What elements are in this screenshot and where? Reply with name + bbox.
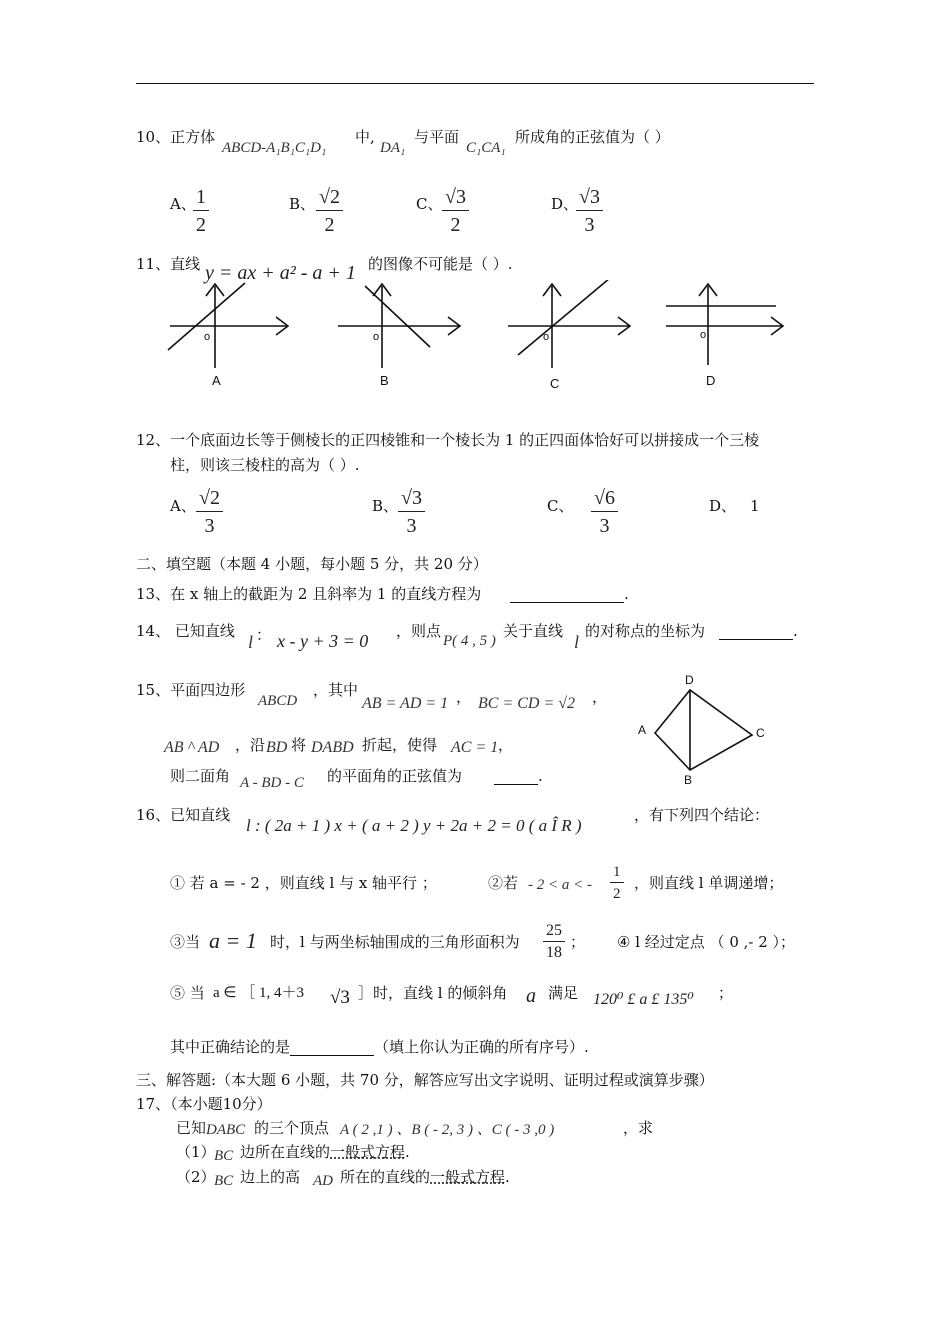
q10-opt-c-label: C、: [416, 195, 443, 213]
q16-s5g: 120⁰ £ a £ 135⁰: [593, 991, 694, 1008]
graph-label-a: A: [212, 373, 221, 388]
q15-fig-a: A: [638, 723, 647, 737]
q12-line1: 12、一个底面边长等于侧棱长的正四棱锥和一个棱长为 1 的正四面体恰好可以拼接成一个三棱: [136, 431, 760, 449]
q17-p2-bc: BC: [214, 1173, 234, 1189]
q14-d: 的对称点的坐标为: [585, 622, 706, 640]
q15-ac: AC = 1: [451, 739, 499, 756]
q14-p: P( 4 , 5 ): [443, 633, 496, 649]
q12-opt-d: D、 1: [709, 497, 760, 515]
q15-perp: AB ^ AD: [164, 739, 220, 756]
origin-c: o: [543, 331, 550, 343]
header-rule: [136, 83, 814, 84]
q17-p1-rest: 边所在直线的一般式方程.: [240, 1143, 410, 1161]
q16-s1: ① 若 a = - 2 ，则直线 l 与 x 轴平行 ；: [170, 874, 437, 892]
q16-s5d: ］时，直线 l 的倾斜角: [358, 984, 508, 1002]
q15-eq2: BC = CD = √2: [478, 695, 576, 712]
q12-opt-b-frac: $\frac{√3}{3}$: [398, 485, 425, 540]
q16-s2b: - 2 < a < -: [528, 877, 592, 893]
q13-text: 13、在 x 轴上的截距为 2 且斜率为 1 的直线方程为: [136, 585, 482, 603]
q11-stem: 11、直线: [136, 255, 201, 273]
q17-b3: ，求: [623, 1119, 654, 1137]
q17-b1: 已知: [176, 1119, 207, 1137]
q13-answer: .: [510, 587, 629, 603]
q10-stem-c: 与平面: [414, 128, 460, 146]
q16-s5e: a: [526, 985, 536, 1007]
graph-a: [168, 283, 288, 368]
q15-abd: DABD: [311, 739, 354, 756]
q15-line3-b: 的平面角的正弦值为: [327, 767, 463, 785]
q15-line2-c: 将: [291, 736, 307, 754]
q15-eq1: AB = AD = 1: [362, 695, 449, 712]
q12-opt-c-label: C、: [547, 497, 574, 515]
q10-opt-d-frac: $\frac{√3}{3}$: [576, 184, 603, 239]
q17-p2-mid: 边上的高: [240, 1168, 301, 1186]
q15-fig-c: C: [756, 726, 765, 740]
q16-s4: ④ l 经过定点 （ 0 ,- 2 ）；: [617, 933, 796, 951]
q16-s3a: ③当: [170, 933, 201, 951]
graph-d: [666, 284, 783, 365]
q15-answer: .: [494, 769, 543, 785]
q10-stem: 10、正方体: [136, 128, 216, 146]
section2-title: 二、填空题（本题 4 小题，每小题 5 分，共 20 分）: [136, 555, 488, 573]
q15-figure: [630, 670, 770, 790]
q15-angle: A - BD - C: [240, 775, 304, 791]
q15-line3-a: 则二面角: [170, 767, 231, 785]
q10-stem-d: 所成角的正弦值为（ ）: [515, 128, 670, 146]
origin-a: o: [204, 331, 211, 343]
q16-s3eq: a = 1: [209, 928, 257, 953]
q15-abcd: ABCD: [258, 693, 298, 709]
graph-b: [338, 284, 460, 368]
q12-line2: 柱，则该三棱柱的高为（ ）.: [170, 456, 360, 474]
q15-fig-b: B: [684, 773, 693, 787]
q15-comma2: ，: [592, 688, 608, 706]
q14-a: 14、 已知直线: [136, 622, 235, 640]
q16-s5h: ；: [718, 984, 734, 1002]
q17-p1-bc: BC: [214, 1148, 234, 1164]
q14-colon: ：: [256, 626, 272, 644]
graph-label-c: C: [550, 376, 560, 391]
q14-eq: x - y + 3 = 0: [277, 631, 369, 651]
q12-opt-a-label: A、: [170, 497, 196, 515]
q12-opt-a-frac: $\frac{√2}{3}$: [196, 485, 223, 540]
q17-a: 17、（本小题10分）: [136, 1095, 272, 1113]
section3-title: 三、解答题:（本大题 6 小题，共 70 分，解答应写出文字说明、证明过程或演算步骤）: [136, 1071, 714, 1089]
q15-comma1: ，: [456, 688, 472, 706]
q14-c: 关于直线: [503, 622, 564, 640]
q14-b: ，则点: [396, 622, 442, 640]
origin-d: o: [700, 329, 707, 341]
q11-stem-b: 的图像不可能是（ ）.: [368, 255, 513, 273]
q15-line2-e: ，: [498, 736, 514, 754]
q14-answer: .: [719, 624, 798, 640]
q11-graphs: [160, 280, 800, 395]
q16-s2c: ，则直线 l 单调递增；: [634, 874, 784, 892]
q16-s5c: √3: [330, 987, 350, 1008]
q10-stem-b: 中,: [355, 128, 375, 146]
q16-s3c: ；: [570, 933, 586, 951]
graph-c: [508, 280, 630, 368]
q17-p2: （2）: [176, 1168, 216, 1186]
q10-opt-d-label: D、: [551, 195, 579, 213]
q17-p1: （1）: [176, 1143, 216, 1161]
q14-l: l: [248, 632, 254, 652]
q11-formula: y = ax + a² - a + 1: [205, 262, 356, 284]
q10-opt-a-label: A、: [170, 195, 196, 213]
q16-s2a: ②若: [488, 874, 519, 892]
q12-opt-c-frac: $\frac{√6}{3}$: [591, 485, 618, 540]
q17-p2-rest: 所在的直线的一般式方程.: [340, 1168, 510, 1186]
q16-s5a: ⑤ 当: [170, 984, 205, 1002]
origin-b: o: [373, 331, 380, 343]
q17-tri: DABC: [206, 1122, 246, 1138]
graph-label-b: B: [380, 373, 389, 388]
q16-eq: l : ( 2a + 1 ) x + ( a + 2 ) y + 2a + 2 = 0 ( a Î R ): [246, 816, 582, 835]
q10-opt-c-frac: $\frac{√3}{2}$: [442, 184, 469, 239]
q17-b2: 的三个顶点: [254, 1119, 330, 1137]
q12-opt-b-label: B、: [372, 497, 399, 515]
q14-l2: l: [574, 632, 580, 652]
q10-opt-b-frac: $\frac{√2}{2}$: [316, 184, 343, 239]
q16-answer-line: 其中正确结论的是 （填上你认为正确的所有序号）.: [170, 1038, 589, 1056]
q16-s2-frac: $\frac{1}{2}$: [610, 862, 624, 905]
q10-line: DA₁: [380, 140, 406, 156]
q17-pts: A ( 2 ,1 ) 、B ( - 2, 3 ) 、C ( - 3 ,0 ): [340, 1122, 555, 1138]
q10-opt-b-label: B、: [289, 195, 316, 213]
q15-a: 15、平面四边形: [136, 681, 246, 699]
q16-s5f: 满足: [548, 984, 579, 1002]
q16-s3b: 时，l 与两坐标轴围成的三角形面积为: [270, 933, 520, 951]
q17-p2-ad: AD: [313, 1173, 333, 1189]
q16-s3-frac: $\frac{25}{18}$: [543, 921, 565, 964]
q15-fig-d: D: [685, 673, 694, 687]
graph-label-d: D: [706, 373, 716, 388]
q16-s5b: a ∈ ［ 1, 4＋3: [213, 985, 304, 1001]
q15-line2-d: 折起，使得: [362, 736, 438, 754]
q10-opt-a-frac: $\frac{1}{2}$: [193, 184, 209, 239]
q10-plane: C₁CA₁: [466, 140, 506, 156]
q16-b: ，有下列四个结论：: [634, 806, 770, 824]
q10-cube: ABCD-A₁B₁C₁D₁: [222, 140, 327, 156]
q15-b: ，其中: [313, 681, 359, 699]
q15-line2-b: ，沿: [235, 736, 266, 754]
q16-a: 16、已知直线: [136, 806, 231, 824]
q15-bd: BD: [266, 739, 288, 756]
